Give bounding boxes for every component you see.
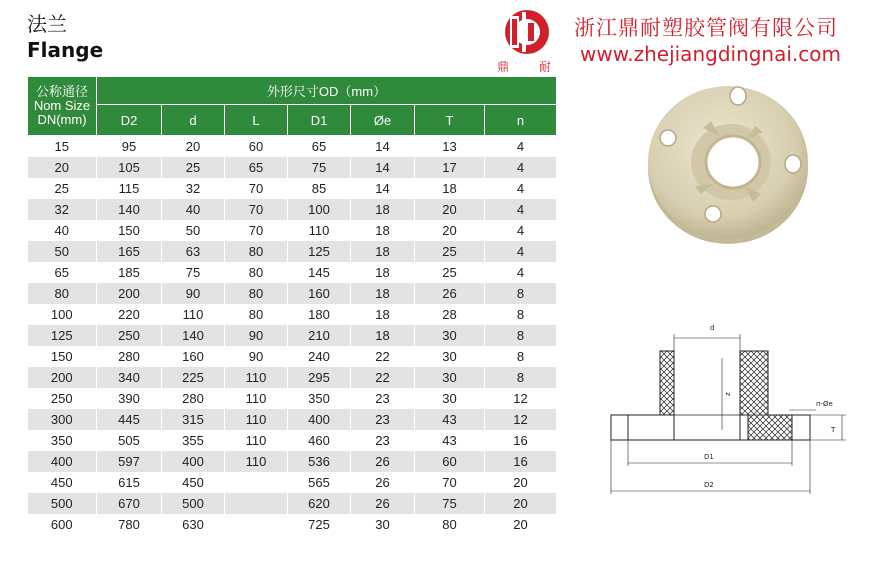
table-cell: 4 bbox=[485, 262, 557, 283]
table-cell bbox=[225, 472, 288, 493]
table-cell: 8 bbox=[485, 283, 557, 304]
table-cell: 30 bbox=[415, 346, 485, 367]
table-cell: 8 bbox=[485, 325, 557, 346]
table-cell: 80 bbox=[225, 304, 288, 325]
table-row bbox=[28, 493, 557, 514]
table-cell: 185 bbox=[97, 262, 162, 283]
table-cell: 12 bbox=[485, 409, 557, 430]
table-cell: 295 bbox=[288, 367, 351, 388]
column-header-d2: D2 bbox=[97, 105, 162, 136]
logo-emblem-icon bbox=[491, 8, 563, 58]
table-cell: 18 bbox=[351, 304, 415, 325]
drawing-label-d1: D1 bbox=[704, 453, 714, 461]
table-cell: 355 bbox=[162, 430, 225, 451]
table-cell: 250 bbox=[97, 325, 162, 346]
table-cell: 18 bbox=[351, 199, 415, 220]
table-cell: 4 bbox=[485, 136, 557, 158]
table-row bbox=[28, 157, 557, 178]
table-row bbox=[28, 514, 557, 535]
table-cell: 18 bbox=[351, 325, 415, 346]
table-cell: 32 bbox=[28, 199, 97, 220]
table-cell: 160 bbox=[288, 283, 351, 304]
table-cell: 50 bbox=[28, 241, 97, 262]
company-name: 浙江鼎耐塑胶管阀有限公司 bbox=[574, 16, 838, 40]
table-cell: 400 bbox=[288, 409, 351, 430]
drawing-label-d2: D2 bbox=[704, 481, 714, 489]
table-cell: 8 bbox=[485, 346, 557, 367]
table-row bbox=[28, 262, 557, 283]
table-cell: 565 bbox=[288, 472, 351, 493]
table-cell: 390 bbox=[97, 388, 162, 409]
table-cell: 450 bbox=[28, 472, 97, 493]
table-cell: 445 bbox=[97, 409, 162, 430]
table-cell: 125 bbox=[28, 325, 97, 346]
table-cell bbox=[225, 493, 288, 514]
table-cell: 20 bbox=[415, 199, 485, 220]
table-cell: 400 bbox=[162, 451, 225, 472]
table-cell: 15 bbox=[28, 136, 97, 158]
table-cell: 670 bbox=[97, 493, 162, 514]
table-cell: 725 bbox=[288, 514, 351, 535]
table-cell: 70 bbox=[225, 178, 288, 199]
table-cell: 18 bbox=[351, 283, 415, 304]
table-cell: 500 bbox=[162, 493, 225, 514]
table-row bbox=[28, 178, 557, 199]
table-cell: 460 bbox=[288, 430, 351, 451]
table-cell: 180 bbox=[288, 304, 351, 325]
table-row bbox=[28, 472, 557, 493]
dn-header-cn: 公称通径 bbox=[35, 84, 88, 99]
table-cell: 70 bbox=[225, 220, 288, 241]
table-cell: 75 bbox=[288, 157, 351, 178]
table-cell: 30 bbox=[415, 388, 485, 409]
table-cell: 18 bbox=[351, 241, 415, 262]
dn-header-en: Nom Size bbox=[33, 98, 91, 113]
column-header-l: L bbox=[225, 105, 288, 136]
table-cell: 315 bbox=[162, 409, 225, 430]
table-cell: 140 bbox=[162, 325, 225, 346]
company-website: www.zhejiangdingnai.com bbox=[580, 42, 841, 66]
table-cell: 340 bbox=[97, 367, 162, 388]
table-cell: 125 bbox=[288, 241, 351, 262]
table-cell: 26 bbox=[351, 493, 415, 514]
table-cell: 90 bbox=[225, 325, 288, 346]
table-cell: 25 bbox=[28, 178, 97, 199]
table-cell: 18 bbox=[415, 178, 485, 199]
table-cell: 22 bbox=[351, 346, 415, 367]
od-group-header: 外形尺寸OD（mm） bbox=[97, 77, 557, 105]
table-cell: 32 bbox=[162, 178, 225, 199]
table-cell: 8 bbox=[485, 367, 557, 388]
table-cell: 450 bbox=[162, 472, 225, 493]
table-cell: 80 bbox=[225, 283, 288, 304]
table-cell: 300 bbox=[28, 409, 97, 430]
table-cell: 240 bbox=[288, 346, 351, 367]
table-row bbox=[28, 283, 557, 304]
table-cell: 60 bbox=[415, 451, 485, 472]
table-cell: 90 bbox=[162, 283, 225, 304]
table-cell: 220 bbox=[97, 304, 162, 325]
table-cell: 43 bbox=[415, 409, 485, 430]
table-row bbox=[28, 430, 557, 451]
drawing-label-d: d bbox=[710, 324, 715, 332]
dn-header-unit: DN(mm) bbox=[37, 112, 87, 127]
table-cell: 70 bbox=[415, 472, 485, 493]
column-header-n: n bbox=[485, 105, 557, 136]
table-cell: 18 bbox=[351, 220, 415, 241]
table-row bbox=[28, 220, 557, 241]
dn-header-cell bbox=[28, 77, 97, 136]
table-cell: 63 bbox=[162, 241, 225, 262]
column-header-d1: D1 bbox=[288, 105, 351, 136]
table-cell: 80 bbox=[28, 283, 97, 304]
table-cell: 25 bbox=[162, 157, 225, 178]
table-cell: 200 bbox=[28, 367, 97, 388]
table-cell: 165 bbox=[97, 241, 162, 262]
table-cell: 280 bbox=[162, 388, 225, 409]
table-cell: 160 bbox=[162, 346, 225, 367]
drawing-label-t: T bbox=[831, 426, 836, 434]
table-cell: 20 bbox=[485, 472, 557, 493]
table-cell: 80 bbox=[225, 262, 288, 283]
table-cell: 28 bbox=[415, 304, 485, 325]
table-cell: 65 bbox=[28, 262, 97, 283]
table-cell: 140 bbox=[97, 199, 162, 220]
table-cell: 23 bbox=[351, 388, 415, 409]
table-cell: 75 bbox=[162, 262, 225, 283]
table-cell: 90 bbox=[225, 346, 288, 367]
table-cell: 14 bbox=[351, 136, 415, 158]
table-cell: 200 bbox=[97, 283, 162, 304]
table-body bbox=[28, 136, 557, 536]
table-cell: 20 bbox=[28, 157, 97, 178]
table-row bbox=[28, 199, 557, 220]
table-row bbox=[28, 241, 557, 262]
table-cell: 17 bbox=[415, 157, 485, 178]
table-cell: 350 bbox=[288, 388, 351, 409]
table-cell: 4 bbox=[485, 199, 557, 220]
table-cell: 23 bbox=[351, 409, 415, 430]
table-cell: 210 bbox=[288, 325, 351, 346]
table-cell: 505 bbox=[97, 430, 162, 451]
table-cell: 150 bbox=[28, 346, 97, 367]
flange-technical-drawing bbox=[604, 318, 866, 496]
table-cell: 4 bbox=[485, 220, 557, 241]
table-cell: 26 bbox=[351, 472, 415, 493]
table-row bbox=[28, 409, 557, 430]
table-cell: 615 bbox=[97, 472, 162, 493]
table-cell: 25 bbox=[415, 241, 485, 262]
table-cell: 65 bbox=[225, 157, 288, 178]
title-chinese: 法兰 bbox=[27, 12, 67, 36]
table-row bbox=[28, 388, 557, 409]
column-header-t: T bbox=[415, 105, 485, 136]
table-cell: 65 bbox=[288, 136, 351, 158]
table-cell: 14 bbox=[351, 178, 415, 199]
flange-spec-table bbox=[27, 76, 557, 535]
table-cell: 597 bbox=[97, 451, 162, 472]
table-cell: 110 bbox=[225, 367, 288, 388]
table-cell: 13 bbox=[415, 136, 485, 158]
table-cell: 500 bbox=[28, 493, 97, 514]
table-cell: 18 bbox=[351, 262, 415, 283]
column-header-d: d bbox=[162, 105, 225, 136]
table-cell: 20 bbox=[415, 220, 485, 241]
table-cell: 22 bbox=[351, 367, 415, 388]
table-cell: 40 bbox=[28, 220, 97, 241]
table-cell: 25 bbox=[415, 262, 485, 283]
table-cell: 23 bbox=[351, 430, 415, 451]
table-cell: 80 bbox=[415, 514, 485, 535]
table-cell: 80 bbox=[225, 241, 288, 262]
table-row bbox=[28, 346, 557, 367]
table-cell: 110 bbox=[288, 220, 351, 241]
table-cell: 110 bbox=[225, 409, 288, 430]
table-cell: 110 bbox=[225, 451, 288, 472]
table-cell: 12 bbox=[485, 388, 557, 409]
table-cell: 14 bbox=[351, 157, 415, 178]
table-cell: 250 bbox=[28, 388, 97, 409]
table-row bbox=[28, 136, 557, 158]
table-cell: 110 bbox=[225, 388, 288, 409]
table-cell: 95 bbox=[97, 136, 162, 158]
table-cell: 20 bbox=[485, 493, 557, 514]
table-row bbox=[28, 304, 557, 325]
table-cell: 105 bbox=[97, 157, 162, 178]
table-cell bbox=[225, 514, 288, 535]
table-cell: 30 bbox=[351, 514, 415, 535]
table-cell: 4 bbox=[485, 157, 557, 178]
table-cell: 536 bbox=[288, 451, 351, 472]
logo-char-2: 耐 bbox=[539, 60, 552, 74]
table-cell: 110 bbox=[162, 304, 225, 325]
table-row bbox=[28, 367, 557, 388]
table-cell: 30 bbox=[415, 367, 485, 388]
table-cell: 40 bbox=[162, 199, 225, 220]
table-cell: 100 bbox=[28, 304, 97, 325]
title-english: Flange bbox=[27, 38, 104, 62]
table-cell: 600 bbox=[28, 514, 97, 535]
table-cell: 110 bbox=[225, 430, 288, 451]
table-cell: 225 bbox=[162, 367, 225, 388]
drawing-label-z: z bbox=[724, 392, 732, 396]
table-cell: 26 bbox=[415, 283, 485, 304]
table-cell: 75 bbox=[415, 493, 485, 514]
table-row bbox=[28, 325, 557, 346]
table-cell: 115 bbox=[97, 178, 162, 199]
logo-char-1: 鼎 bbox=[497, 60, 510, 74]
table-cell: 4 bbox=[485, 178, 557, 199]
flange-photo bbox=[643, 76, 813, 246]
table-cell: 70 bbox=[225, 199, 288, 220]
table-cell: 16 bbox=[485, 430, 557, 451]
table-cell: 50 bbox=[162, 220, 225, 241]
table-cell: 630 bbox=[162, 514, 225, 535]
drawing-label-ne: n-Øe bbox=[816, 400, 833, 408]
table-cell: 30 bbox=[415, 325, 485, 346]
table-cell: 400 bbox=[28, 451, 97, 472]
table-cell: 20 bbox=[162, 136, 225, 158]
table-cell: 620 bbox=[288, 493, 351, 514]
table-cell: 4 bbox=[485, 241, 557, 262]
table-cell: 150 bbox=[97, 220, 162, 241]
table-cell: 100 bbox=[288, 199, 351, 220]
table-cell: 20 bbox=[485, 514, 557, 535]
table-cell: 85 bbox=[288, 178, 351, 199]
table-cell: 145 bbox=[288, 262, 351, 283]
table-cell: 350 bbox=[28, 430, 97, 451]
column-header-oe: Øe bbox=[351, 105, 415, 136]
table-row bbox=[28, 451, 557, 472]
table-cell: 280 bbox=[97, 346, 162, 367]
table-cell: 16 bbox=[485, 451, 557, 472]
table-cell: 26 bbox=[351, 451, 415, 472]
table-cell: 60 bbox=[225, 136, 288, 158]
table-cell: 43 bbox=[415, 430, 485, 451]
company-logo bbox=[491, 8, 563, 74]
table-cell: 8 bbox=[485, 304, 557, 325]
table-cell: 780 bbox=[97, 514, 162, 535]
